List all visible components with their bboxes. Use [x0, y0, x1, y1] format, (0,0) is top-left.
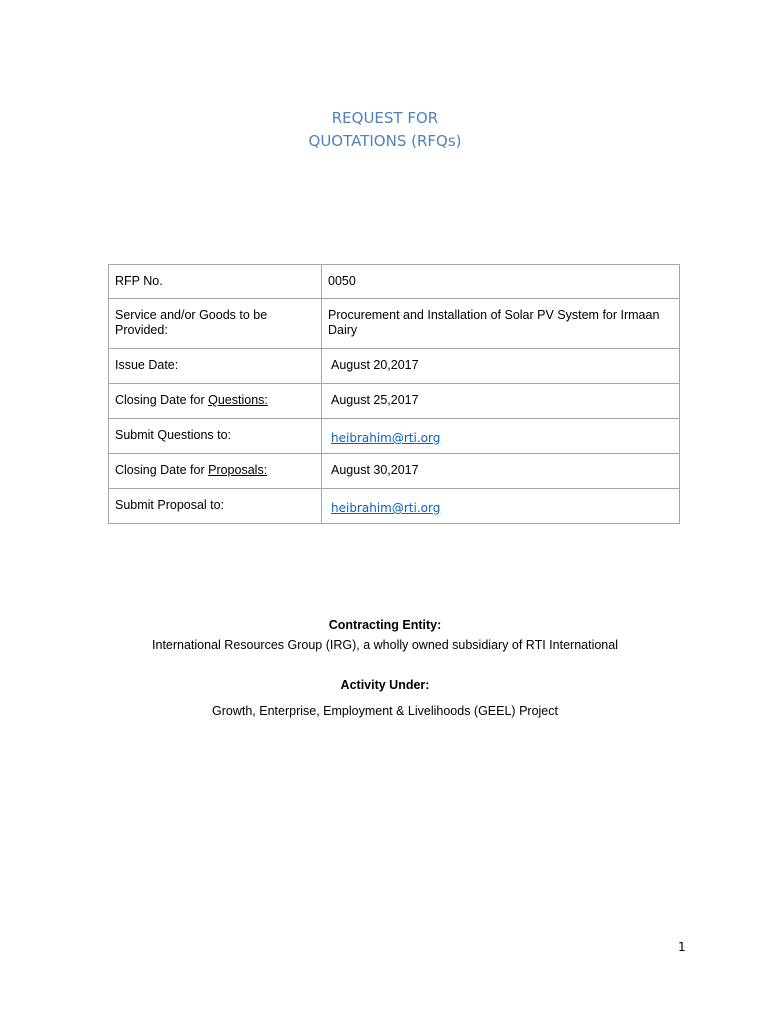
page-number: 1: [678, 940, 686, 954]
rfp-no-value: 0050: [322, 265, 680, 299]
closing-questions-value: August 25,2017: [331, 393, 419, 407]
submit-proposal-email-link[interactable]: heibrahim@rti.org: [331, 501, 441, 515]
submit-questions-email-link[interactable]: heibrahim@rti.org: [331, 431, 441, 445]
rfp-info-table: [108, 264, 680, 524]
title-line-2: QUOTATIONS (RFQs): [308, 132, 462, 150]
activity-under-heading: Activity Under:: [340, 678, 430, 692]
submit-questions-label: Submit Questions to:: [109, 419, 322, 454]
submit-proposal-label: Submit Proposal to:: [109, 489, 322, 524]
title-line-1: REQUEST FOR: [331, 109, 439, 127]
closing-questions-label-underlined: Questions:: [208, 393, 268, 407]
table-row: [109, 265, 680, 299]
closing-questions-label: [109, 384, 322, 419]
service-value: Procurement and Installation of Solar PV System for Irmaan Dairy: [322, 299, 680, 349]
closing-proposals-label: [109, 454, 322, 489]
rfp-no-label: RFP No.: [109, 265, 322, 299]
table-row: [109, 384, 680, 419]
closing-proposals-label-prefix: Closing Date for: [115, 463, 209, 477]
service-label: Service and/or Goods to be Provided:: [109, 299, 322, 349]
issue-date-value: August 20,2017: [331, 358, 419, 372]
closing-proposals-value: August 30,2017: [331, 463, 419, 477]
table-row: [109, 419, 680, 454]
closing-questions-label-prefix: Closing Date for: [115, 393, 209, 407]
document-title: [0, 107, 770, 153]
activity-under-text: Growth, Enterprise, Employment & Livelihoods (GEEL) Project: [212, 704, 558, 718]
table-row: [109, 454, 680, 489]
contracting-entity-heading: Contracting Entity:: [328, 618, 442, 632]
table-row: [109, 349, 680, 384]
issue-date-label: Issue Date:: [109, 349, 322, 384]
closing-proposals-label-underlined: Proposals:: [208, 463, 268, 477]
table-row: [109, 489, 680, 524]
table-row: [109, 299, 680, 349]
contracting-entity-text: International Resources Group (IRG), a wholly owned subsidiary of RTI International: [152, 638, 618, 652]
